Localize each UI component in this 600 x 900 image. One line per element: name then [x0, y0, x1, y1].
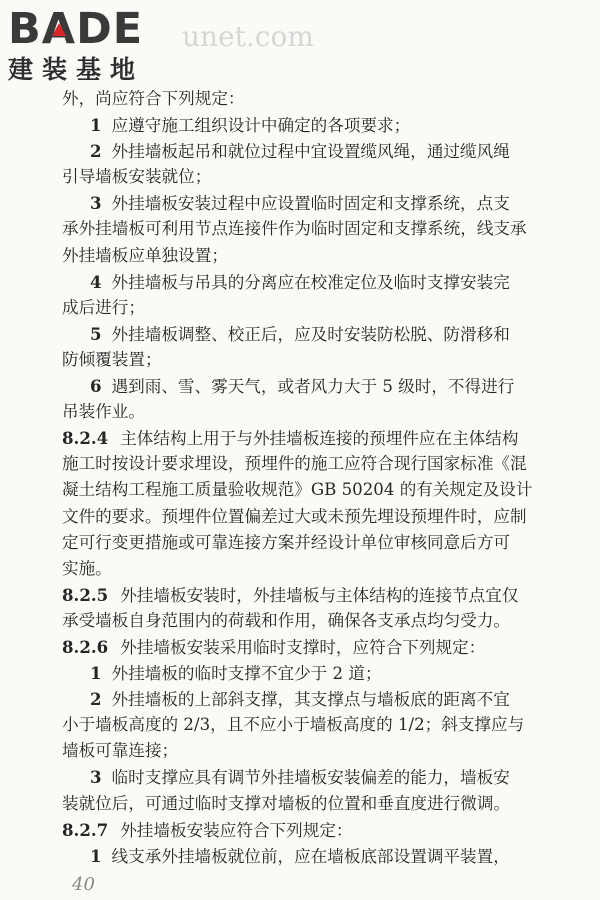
item-number: 2	[90, 141, 102, 162]
logo-a-letter: A	[41, 4, 77, 54]
text-line	[62, 86, 542, 112]
item-number: 6	[90, 376, 102, 397]
item-number: 1	[90, 845, 102, 866]
text-line	[62, 556, 542, 582]
line-text: 承外挂墙板可利用节点连接件作为临时固定和支撑系统，线支承	[62, 219, 527, 239]
line-text: 成后进行；	[62, 297, 145, 317]
logo-wordmark: B A DE	[8, 4, 144, 54]
text-line	[62, 817, 542, 843]
text-line	[62, 112, 542, 138]
line-text: 凝土结构工程施工质量验收规范》GB 50204 的有关规定及设计	[62, 480, 533, 500]
item-number: 1	[90, 663, 102, 684]
text-line	[62, 634, 542, 660]
text-line	[62, 321, 542, 347]
line-text: 装就位后，可通过临时支撑对墙板的位置和垂直度进行微调。	[62, 793, 511, 813]
item-number: 5	[90, 323, 102, 344]
logo-red-triangle-icon	[52, 23, 66, 36]
clause-number: 8.2.7	[62, 819, 109, 840]
line-text: 外，尚应符合下列规定：	[62, 89, 245, 108]
text-line	[62, 712, 542, 738]
line-text: 遇到雨、雪、雾天气，或者风力大于 5 级时，不得进行	[111, 377, 515, 397]
text-line	[62, 477, 542, 503]
line-text: 外挂墙板安装应符合下列规定：	[120, 820, 353, 840]
line-text: 线支承外挂墙板就位前，应在墙板底部设置调平装置，	[111, 846, 510, 866]
line-text: 外挂墙板安装采用临时支撑时，应符合下列规定：	[120, 637, 486, 657]
item-number: 3	[90, 767, 102, 788]
text-line	[62, 530, 542, 556]
line-text: 施工时按设计要求埋设，预埋件的施工应符合现行国家标准《混	[62, 454, 527, 474]
text-line	[62, 373, 542, 399]
item-number: 2	[90, 689, 102, 710]
line-text: 主体结构上用于与外挂墙板连接的预埋件应在主体结构	[120, 429, 519, 449]
clause-number: 8.2.5	[62, 584, 109, 605]
document-body	[62, 86, 542, 869]
text-line	[62, 582, 542, 608]
line-text: 小于墙板高度的 2/3，且不应小于墙板高度的 1/2；斜支撑应与	[62, 715, 525, 735]
text-line	[62, 660, 542, 686]
text-line	[62, 164, 542, 190]
watermark-text: unet.com	[182, 20, 314, 53]
line-text: 承受墙板自身范围内的荷载和作用，确保各支承点均匀受力。	[62, 610, 511, 630]
text-line	[62, 216, 542, 242]
text-line	[62, 347, 542, 373]
bade-logo	[8, 6, 178, 92]
logo-subtitle: 建装基地	[8, 55, 145, 84]
line-text: 外挂墙板应单独设置；	[62, 245, 228, 265]
line-text: 外挂墙板的上部斜支撑，其支撑点与墙板底的距离不宜	[111, 690, 510, 710]
page-number: 40	[72, 874, 95, 895]
text-line	[62, 764, 542, 790]
text-line	[62, 843, 542, 869]
line-text: 外挂墙板安装过程中应设置临时固定和支撑系统，点支	[111, 194, 510, 214]
line-text: 防倾覆装置；	[62, 349, 162, 369]
clause-number: 8.2.4	[62, 428, 109, 449]
text-line	[62, 269, 542, 295]
line-text: 吊装作业。	[62, 402, 145, 422]
text-line	[62, 451, 542, 477]
line-text: 应遵守施工组织设计中确定的各项要求；	[111, 116, 411, 136]
item-number: 3	[90, 193, 102, 214]
line-text: 外挂墙板安装时，外挂墙板与主体结构的连接节点宜仅	[120, 585, 519, 605]
line-text: 外挂墙板的临时支撑不宜少于 2 道；	[111, 664, 382, 684]
line-text: 实施。	[62, 558, 112, 578]
line-text: 外挂墙板与吊具的分离应在校准定位及临时支撑安装完	[111, 272, 510, 292]
text-line	[62, 138, 542, 164]
item-number: 1	[90, 115, 102, 136]
text-line	[62, 686, 542, 712]
clause-number: 8.2.6	[62, 636, 109, 657]
line-text: 外挂墙板调整、校正后，应及时安装防松脱、防滑移和	[111, 324, 510, 344]
text-line	[62, 791, 542, 817]
line-text: 临时支撑应具有调节外挂墙板安装偏差的能力，墙板安	[111, 768, 510, 788]
line-text: 引导墙板安装就位；	[62, 167, 212, 187]
line-text: 文件的要求。预埋件位置偏差过大或未预先埋设预埋件时，应制	[62, 506, 527, 526]
text-line	[62, 608, 542, 634]
text-line	[62, 399, 542, 425]
line-text: 墙板可靠连接；	[62, 741, 179, 761]
text-line	[62, 425, 542, 451]
line-text: 外挂墙板起吊和就位过程中宜设置缆风绳，通过缆风绳	[111, 142, 510, 162]
line-text: 定可行变更措施或可靠连接方案并经设计单位审核同意后方可	[62, 532, 511, 552]
text-line	[62, 243, 542, 269]
text-line	[62, 295, 542, 321]
text-line	[62, 190, 542, 216]
text-line	[62, 504, 542, 530]
text-line	[62, 738, 542, 764]
item-number: 4	[90, 271, 102, 292]
